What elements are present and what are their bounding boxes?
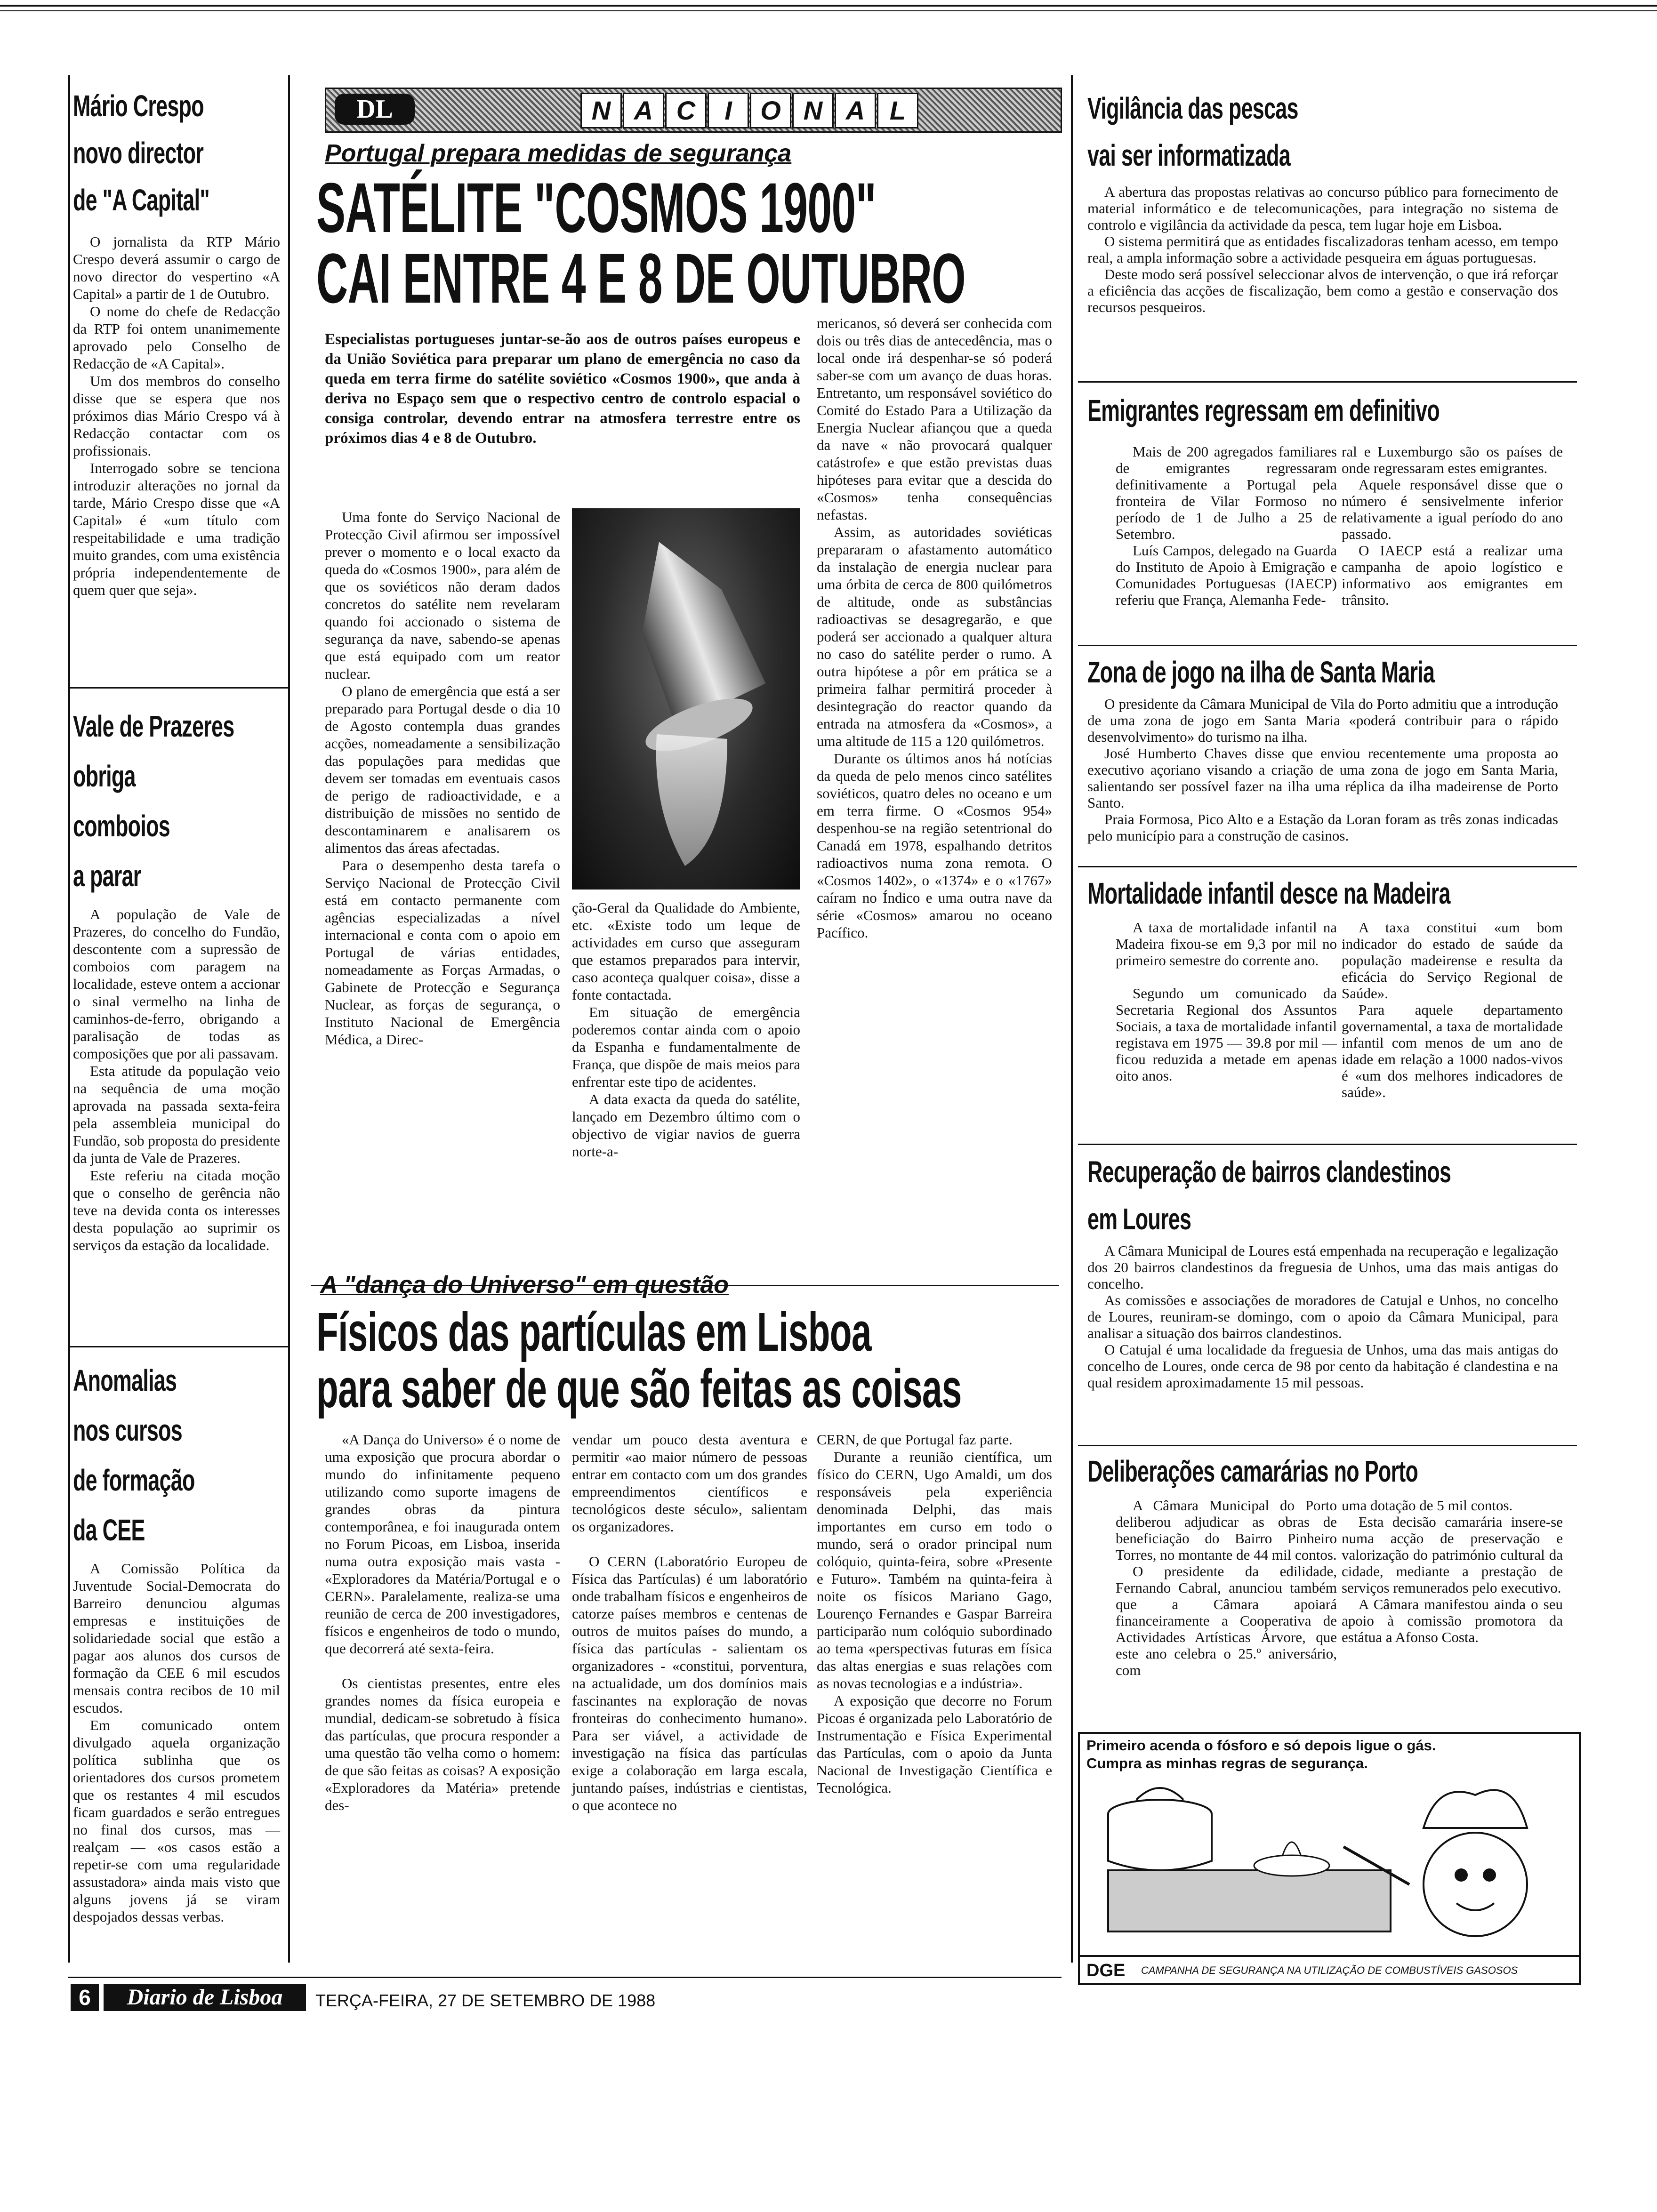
ad-text-line: Cumpra as minhas regras de segurança. bbox=[1086, 1755, 1368, 1771]
headline-line: vai ser informatizada bbox=[1087, 138, 1290, 172]
porto-col-1 bbox=[1116, 1497, 1337, 1678]
lead-cosmos: Especialistas portugueses juntar-se-ão aos de outros países europeus e da União Soviética para preparar um plano de emergência no caso da queda em terra firme do satélite soviético «Cosmos 1900», que anda à deriva no Espaço sem que o respectivo centro de controlo espacial o consiga controlar, devendo entrar na atmosfera terrestre entre os próximos dias 4 e 8 de Outubro. bbox=[325, 331, 800, 447]
ad-footer-text: CAMPANHA DE SEGURANÇA NA UTILIZAÇÃO DE COMBUSTÍVEIS GASOSOS bbox=[1141, 1964, 1518, 1976]
headline-line: Anomalias bbox=[73, 1363, 177, 1397]
page-number: 6 bbox=[71, 1984, 99, 2011]
safety-ad bbox=[1078, 1732, 1581, 1985]
satellite-photo bbox=[572, 508, 800, 890]
divider bbox=[70, 687, 288, 689]
paragraph: O Catujal é uma localidade da freguesia de Unhos, uma das mais antigas do concelho de Loures, onde cerca de 98 por cento da habitação é clandestina e na qual residem aproximadamente 15 mil pessoas. bbox=[1087, 1341, 1558, 1391]
paragraph: «A Dança do Universo» é o nome de uma exposição que procura abordar o mundo do infinitamente pequeno utilizando como suporte imagens de grandes obras da pintura contemporânea, e foi inaugurada ontem no Forum Picoas, em Lisboa, inserida numa outra exposição mais vasta - «Exploradores da Matéria/Portugal e o CERN». Paralelamente, realiza-se uma reunião de cerca de 200 investigadores, físicos e engenheiros de todo o mundo, que decorrerá até sexta-feira. bbox=[325, 1431, 560, 1657]
paragraph: O nome do chefe de Redacção da RTP foi ontem unanimemente aprovado pelo Conselho de Redacção de «A Capital». bbox=[73, 303, 280, 372]
paragraph: Uma fonte do Serviço Nacional de Protecção Civil afirmou ser impossível prever o momento e o local exacto da queda do «Cosmos 1900», para além de que os soviéticos não deram dados concretos do satélite nem revelaram quando foi accionado o sistema de segurança da nave, sabendo-se apenas que está equipado com um reator nuclear. bbox=[325, 509, 560, 682]
emigrantes-col-2 bbox=[1342, 443, 1563, 608]
section-letter: L bbox=[877, 93, 918, 128]
mortalidade-col-2 bbox=[1342, 919, 1563, 1100]
fisicos-col-1 bbox=[325, 1431, 560, 1814]
paragraph: vendar um pouco desta aventura e permitir «ao maior número de pessoas entrar em contacto com um dos grandes empreendimentos científicos e tecnológicos deste século», salientam os organizadores. bbox=[572, 1431, 807, 1535]
headline-mario-crespo bbox=[73, 82, 284, 224]
paragraph: Em situação de emergência poderemos contar ainda com o apoio da Espanha e fundamentalmente de França, que dispõe de mais meios para enfrentar este tipo de acidentes. bbox=[572, 1004, 800, 1090]
paragraph: mericanos, só deverá ser conhecida com dois ou três dias de antecedência, mas o local onde irá despenhar-se só poderá saber-se com um avanço de duas horas. Entretanto, um responsável soviético do Comité do Estado Para a Utilização da Energia Nuclear afiançou que a queda da nave « não provocará qualquer catástrofe» e que estão previstas duas hipóteses para evitar que a descida do «Cosmos» tenha consequências nefastas. bbox=[817, 315, 1052, 523]
divider bbox=[1078, 866, 1577, 867]
headline-line: Vale de Prazeres bbox=[73, 709, 234, 743]
divider bbox=[1078, 645, 1577, 646]
top-rule-thin bbox=[0, 10, 1657, 11]
paragraph: A população de Vale de Prazeres, do concelho do Fundão, descontente com a supressão de comboios com paragem na localidade, esteve ontem a accionar o sinal vermelho na linha de caminhos-de-ferro, obrigando a paralisação de todas as composições que por ali passavam. bbox=[73, 906, 280, 1062]
body-santa-maria bbox=[1087, 696, 1558, 844]
paragraph: A Câmara Municipal do Porto deliberou adjudicar as obras de beneficiação do Bairro Pinheiro Torres, no montante de 44 mil contos. bbox=[1116, 1497, 1337, 1563]
article-porto bbox=[1087, 1448, 1577, 1678]
left-col-border-right bbox=[288, 75, 290, 1963]
left-col-border bbox=[68, 75, 70, 1963]
headline-line: Físicos das partículas em Lisboa bbox=[316, 1301, 871, 1362]
paragraph: Segundo um comunicado da Secretaria Regional dos Assuntos Sociais, a taxa de mortalidade infantil registava em 1975 — 39.8 por mil — ficou reduzida a metade em apenas oito anos. bbox=[1116, 985, 1337, 1084]
ad-text-line: Primeiro acenda o fósforo e só depois ligue o gás. bbox=[1086, 1737, 1436, 1754]
headline-line: a parar bbox=[73, 859, 141, 893]
kicker-fisicos: A "dança do Universo" em questão bbox=[320, 1271, 729, 1298]
paragraph: A data exacta da queda do satélite, lançado em Dezembro último com o objectivo de vigiar navios de guerra norte-a- bbox=[572, 1091, 800, 1160]
body-mario-crespo bbox=[73, 233, 280, 599]
paragraph: O IAECP está a realizar uma campanha de apoio logístico e informativo aos emigrantes em trânsito. bbox=[1342, 542, 1563, 608]
headline-fisicos bbox=[316, 1301, 1062, 1419]
section-banner bbox=[325, 88, 1062, 133]
article-anomalias-cee bbox=[73, 1355, 285, 1925]
dge-brand: DGE bbox=[1086, 1961, 1126, 1980]
headline-line: para saber de que são feitas as coisas bbox=[316, 1358, 962, 1419]
paragraph: O plano de emergência que está a ser preparado para Portugal desde o dia 10 de Agosto contempla duas grandes acções, nomeadamente a sensibilização das populações para medidas que devem ser tomadas em eventuais casos de perigo de radioactividade, e a distribuição de missões no sentido de descontaminarem e analisarem os alimentos das áreas afectadas. bbox=[325, 683, 560, 856]
headline-line: Vigilância das pescas bbox=[1087, 91, 1298, 125]
fisicos-col-3 bbox=[817, 1431, 1052, 1796]
ad-footer-rule bbox=[1080, 1955, 1579, 1957]
paragraph: Praia Formosa, Pico Alto e a Estação da Loran foram as três zonas indicadas pelo município para a construção de casinos. bbox=[1087, 811, 1558, 844]
paragraph: Para o desempenho desta tarefa o Serviço Nacional de Protecção Civil está em contacto permanente com agências especializadas a nível internacional e conta com o apoio em Portugal de várias entidades, nomeadamente as Forças Armadas, o Gabinete de Protecção e Segurança Nuclear, as forças de segurança, o Instituto Nacional de Emergência Médica, a Direc- bbox=[325, 857, 560, 1048]
article-mortalidade bbox=[1087, 870, 1577, 1100]
section-letter: C bbox=[665, 93, 707, 128]
headline-line: de formação bbox=[73, 1463, 195, 1497]
paragraph: Esta decisão camarária insere-se numa acção de preservação e valorização do património cultural da cidade, mediante a prestação de serviços remunerados pelo executivo. bbox=[1342, 1514, 1563, 1596]
cosmos-col-1 bbox=[325, 508, 560, 1048]
paragraph: Para aquele departamento governamental, a taxa de mortalidade infantil com menos de um ano de idade em relação a 1000 nados-vivos é «um dos melhores indicadores de saúde». bbox=[1342, 1002, 1563, 1100]
divider bbox=[70, 1346, 288, 1347]
paragraph: O jornalista da RTP Mário Crespo deverá assumir o cargo de novo director do vespertino «A Capital» a partir de 1 de Outubro. bbox=[73, 233, 280, 302]
paragraph: Durante os últimos anos há notícias da queda de pelo menos cinco satélites soviéticos, quatro deles no oceano e um em terra firme. O «Cosmos 954» despenhou-se na região setentrional do Canadá em 1978, espalhando detritos radioactivos numa zona remota. O «Cosmos 1402», o «1374» e o «1767» caíram no Índico e uma outra nave da série «Cosmos» amarou no oceano Pacífico. bbox=[817, 750, 1052, 941]
body-anomalias bbox=[73, 1560, 280, 1925]
paragraph: Durante a reunião científica, um físico do CERN, Ugo Amaldi, um dos responsáveis pela experiência denominada Delphi, das mais importantes em curso em todo o mundo, será o orador principal num colóquio, quinta-feira, sobre «Presente e Futuro». Também na quinta-feira à noite os físicos Mariano Gago, Lourenço Fernandes e Gaspar Barreira participarão num colóquio subordinado ao tema «perspectivas futuras em física das altas energias e suas relações com as novas tecnologias e a indústria». bbox=[817, 1449, 1052, 1691]
headline-line: da CEE bbox=[73, 1513, 145, 1547]
headline-santa-maria: Zona de jogo na ilha de Santa Maria bbox=[1087, 655, 1435, 689]
divider bbox=[1078, 381, 1577, 383]
cosmos-col-3 bbox=[817, 314, 1052, 941]
article-loures bbox=[1087, 1148, 1577, 1391]
paragraph: Aquele responsável disse que o número é sensivelmente inferior relativamente a igual período do ano passado. bbox=[1342, 476, 1563, 542]
headline-line: obriga bbox=[73, 759, 136, 793]
paragraph: O presidente da edilidade, Fernando Cabral, anunciou também que a Câmara apoiará financeiramente a Cooperativa de Actividades Artísticas Árvore, que este ano celebra o 25.º aniversário, com bbox=[1116, 1563, 1337, 1678]
article-mario-crespo bbox=[73, 82, 285, 599]
paragraph: Deste modo será possível seleccionar alvos de intervenção, o que irá reforçar a eficiência das acções de fiscalização, bem como a gestão e conservação dos recursos pesqueiros. bbox=[1087, 266, 1558, 315]
mortalidade-col-1 bbox=[1116, 919, 1337, 1084]
paragraph: Interrogado sobre se tenciona introduzir alterações no jornal da tarde, Mário Crespo disse que «A Capital» é «um título com respeitabilidade e uma tradição muito grandes, com uma existência própria independentemente de quem quer que seja». bbox=[73, 460, 280, 598]
paragraph: A Comissão Política da Juventude Social-Democrata do Barreiro denunciou algumas empresas e instituições de solidariedade social que estão a pagar aos alunos dos cursos de formação da CEE 6 mil escudos mensais contra recibos de 10 mil escudos. bbox=[73, 1560, 280, 1716]
headline-line: de "A Capital" bbox=[73, 183, 209, 217]
page-date: TERÇA-FEIRA, 27 DE SETEMBRO DE 1988 bbox=[315, 1991, 656, 2010]
headline-vigilancia bbox=[1087, 85, 1575, 179]
dl-logo: DL bbox=[335, 94, 415, 125]
paragraph: Um dos membros do conselho disse que se espera que nos próximos dias Mário Crespo vá à Redacção contactar com os profissionais. bbox=[73, 373, 280, 459]
divider bbox=[1078, 1445, 1577, 1446]
article-emigrantes bbox=[1087, 387, 1577, 608]
headline-mortalidade: Mortalidade infantil desce na Madeira bbox=[1087, 876, 1450, 910]
section-letter: O bbox=[750, 93, 791, 128]
paragraph: Assim, as autoridades soviéticas prepararam o afastamento automático da instalação de energia nuclear para uma órbita de cerca de 800 quilómetros de altitude, onde as substâncias radioactivas se desagregarão, e que poderá ser accionado a qualquer altura no caso do satélite perder o rumo. A outra hipótese a pôr em prática se a primeira falhar permitirá proceder à desintegração do reactor quando da entrada na atmosfera da «Cosmos», a uma altitude de 115 a 120 quilómetros. bbox=[817, 524, 1052, 749]
section-letter: A bbox=[835, 93, 876, 128]
paragraph: Luís Campos, delegado na Guarda do Instituto de Apoio à Emigração e Comunidades Portuguesas (IAECP) referiu que França, Alemanha Fede- bbox=[1116, 542, 1337, 608]
masthead: Diario de Lisboa bbox=[104, 1984, 306, 2011]
ad-text bbox=[1086, 1737, 1436, 1772]
headline-line: comboios bbox=[73, 809, 170, 843]
footer-rule bbox=[68, 1977, 1062, 1978]
headline-vale-de-prazeres bbox=[73, 701, 284, 901]
paragraph: Os cientistas presentes, entre eles grandes nomes da física europeia e mundial, dedicam-se sobretudo à física das partículas, que procura responder a uma questão tão velha como o homem: de que são feitas as coisas? A exposição «Exploradores da Matéria» pretende des- bbox=[325, 1675, 560, 1813]
paragraph: Mais de 200 agregados familiares de emigrantes regressaram definitivamente a Portugal pela fronteira de Vilar Formoso no período de 1 de Julho a 25 de Setembro. bbox=[1116, 443, 1337, 542]
headline-line: novo director bbox=[73, 136, 204, 170]
cosmos-col-2 bbox=[572, 899, 800, 1160]
body-vigilancia bbox=[1087, 184, 1558, 315]
porto-col-2 bbox=[1342, 1497, 1563, 1645]
paragraph: Esta atitude da população veio na sequência de uma moção aprovada na passada sexta-feira pela assembleia municipal do Fundão, sob proposta do presidente da junta de Vale de Prazeres. bbox=[73, 1063, 280, 1166]
paragraph: Este referiu na citada moção que o conselho de gerência não teve na devida conta os interesses desta população ao suprimir os serviços da estação da localidade. bbox=[73, 1167, 280, 1253]
body-loures bbox=[1087, 1242, 1558, 1391]
right-col-border bbox=[1071, 75, 1073, 1963]
headline-line: Mário Crespo bbox=[73, 89, 204, 123]
article-vale-de-prazeres bbox=[73, 701, 285, 1254]
headline-line: em Loures bbox=[1087, 1202, 1191, 1236]
paragraph: A exposição que decorre no Forum Picoas é organizada pelo Laboratório de Instrumentação e Física Experimental das Partículas, com o apoio da Junta Nacional de Investigação Científica e Tecnológica. bbox=[817, 1692, 1052, 1796]
headline-line: Recuperação de bairros clandestinos bbox=[1087, 1155, 1451, 1189]
paragraph: A Câmara Municipal de Loures está empenhada na recuperação e legalização dos 20 bairros clandestinos da freguesia de Unhos, uma das mais antigas do concelho. bbox=[1087, 1242, 1558, 1292]
section-letter: N bbox=[580, 93, 622, 128]
paragraph: O CERN (Laboratório Europeu de Física das Partículas) é um laboratório onde trabalham físicos e engenheiros de catorze países membros e centenas de outros de muitos países do mundo, a física das partículas - salientam os organizadores - «constitui, porventura, na actualidade, um dos domínios mais fascinantes na exploração de novas fronteiras do conhecimento humano». Para ser viável, a actividade de investigação na física das partículas exige a colaboração em larga escala, juntando países, indústrias e cientistas, o que acontece no bbox=[572, 1553, 807, 1813]
section-letter: I bbox=[708, 93, 749, 128]
body-vale-de-prazeres bbox=[73, 906, 280, 1254]
satellite-illustration bbox=[572, 508, 800, 890]
headline-cosmos bbox=[316, 168, 1075, 318]
chef-cartoon bbox=[1080, 1771, 1579, 1941]
paragraph: uma dotação de 5 mil contos. bbox=[1342, 1497, 1513, 1514]
emigrantes-col-1 bbox=[1116, 443, 1337, 608]
top-rule bbox=[0, 5, 1657, 7]
paragraph: O sistema permitirá que as entidades fiscalizadoras tenham acesso, em tempo real, a ampla informação sobre a actividade pesqueira em águas portuguesas. bbox=[1087, 233, 1558, 266]
headline-porto: Deliberações camarárias no Porto bbox=[1087, 1454, 1418, 1488]
paragraph: A abertura das propostas relativas ao concurso público para fornecimento de material informático e de telecomunicações, para integração no sistema de controlo e vigilância da actividade da pesca, tem lugar hoje em Lisboa. bbox=[1087, 184, 1558, 233]
divider bbox=[1078, 1144, 1577, 1145]
kicker-cosmos: Portugal prepara medidas de segurança bbox=[325, 140, 792, 167]
article-santa-maria bbox=[1087, 649, 1577, 844]
headline-loures bbox=[1087, 1148, 1575, 1242]
paragraph: CERN, de que Portugal faz parte. bbox=[817, 1431, 1013, 1448]
paragraph: As comissões e associações de moradores de Catujal e Unhos, no concelho de Loures, reuniram-se domingo, com o apoio da Câmara Municipal, para analisar a situação dos bairros clandestinos. bbox=[1087, 1292, 1558, 1341]
paragraph: A taxa constitui «um bom indicador do estado de saúde da população madeirense e resulta da eficácia do Serviço Regional de Saúde». bbox=[1342, 919, 1563, 1002]
paragraph: O presidente da Câmara Municipal de Vila do Porto admitiu que a introdução de uma zona de jogo em Santa Maria «poderá contribuir para o rápido desenvolvimento» do turismo na ilha. bbox=[1087, 696, 1558, 745]
headline-line: SATÉLITE "COSMOS 1900" bbox=[316, 168, 877, 247]
headline-anomalias bbox=[73, 1355, 284, 1555]
headline-line: nos cursos bbox=[73, 1413, 183, 1447]
paragraph: José Humberto Chaves disse que enviou recentemente uma proposta ao executivo açoriano visando a criação de uma zona de jogo em Santa Maria, salientando ser possível fazer na ilha uma réplica da ilha madeirense de Porto Santo. bbox=[1087, 745, 1558, 811]
section-letter: N bbox=[792, 93, 834, 128]
headline-emigrantes: Emigrantes regressam em definitivo bbox=[1087, 393, 1440, 427]
paragraph: ral e Luxemburgo são os países de onde regressaram estes emigrantes. bbox=[1342, 443, 1563, 476]
section-letter: A bbox=[623, 93, 664, 128]
paragraph: ção-Geral da Qualidade do Ambiente, etc. «Existe todo um leque de actividades em curso que asseguram que estamos preparados para intervir, caso aconteça qualquer coisa», disse a fonte contactada. bbox=[572, 899, 800, 1003]
fisicos-col-2 bbox=[572, 1431, 807, 1814]
headline-line: CAI ENTRE 4 E 8 DE OUTUBRO bbox=[316, 239, 966, 318]
paragraph: A Câmara manifestou ainda o seu apoio à comissão promotora da estátua a Afonso Costa. bbox=[1342, 1596, 1563, 1645]
paragraph: Em comunicado ontem divulgado aquela organização política sublinha que os orientadores dos cursos prometem que os restantes 4 mil escudos ficam guardados e serão entregues no final dos cursos, mas — realçam — «os casos estão a repetir-se com uma regularidade assustadora» ainda mais visto que alguns jovens já se viram despojados dessas verbas. bbox=[73, 1717, 280, 1925]
paragraph: A taxa de mortalidade infantil na Madeira fixou-se em 9,3 por mil no primeiro semestre do corrente ano. bbox=[1116, 919, 1337, 969]
article-vigilancia-pescas bbox=[1087, 85, 1577, 315]
